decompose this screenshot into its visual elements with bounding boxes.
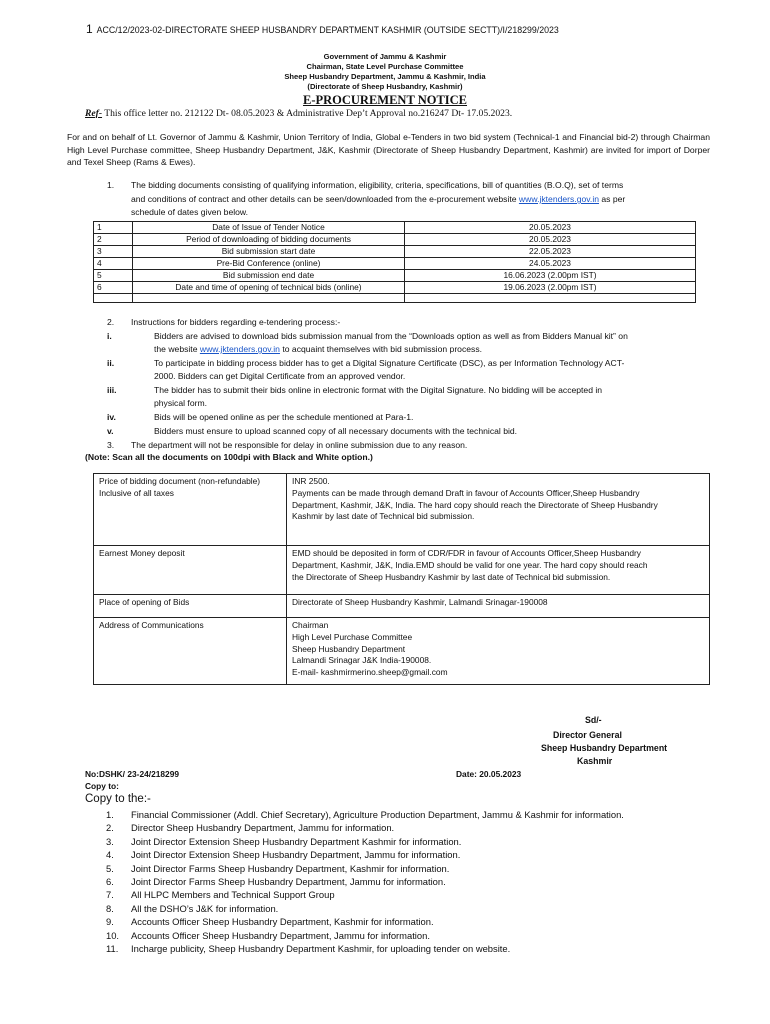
header-government: Government of Jammu & Kashmir: [323, 52, 447, 61]
instruction-ii-line1: To participate in bidding process bidder has to get a Digital Signature Certificate (DSC), as per Information Technology ACT-: [154, 358, 625, 368]
list-item: [85, 835, 690, 848]
reference-label: Ref-: [85, 108, 103, 119]
instruction-i-line2-end: to acquaint themselves with bid submission process.: [279, 344, 483, 354]
file-reference: [86, 22, 559, 36]
emd-value-line2: Department, Kashmir, J&K, India.EMD should be valid for one year. The hard copy should reach: [292, 559, 648, 570]
list-item-number: 9.: [106, 916, 114, 928]
instruction-iv-text: Bids will be opened online as per the schedule mentioned at Para-1.: [154, 412, 414, 422]
table-row: [94, 595, 710, 618]
price-value-line1: INR 2500.: [292, 476, 330, 486]
list-item: [85, 821, 690, 834]
table-cell: [287, 474, 710, 546]
list-item-text: All HLPC Members and Technical Support Group: [131, 889, 335, 901]
copy-to-label: Copy to:: [85, 781, 119, 791]
price-label-line1: Price of bidding document (non-refundable): [99, 476, 261, 486]
reference-text: This office letter no. 212122 Dt- 08.05.2023 & Administrative Dep’t Approval no.216247 Dt- 17.05.2023.: [102, 108, 513, 119]
price-value-line2: Payments can be made through demand Draft in favour of Accounts Officer,Sheep Husbandry: [292, 487, 640, 498]
list-item-text: Joint Director Extension Sheep Husbandry Department Kashmir for information.: [131, 835, 462, 847]
list-item-number: 5.: [106, 862, 114, 874]
schedule-sno: 5: [94, 270, 133, 282]
instruction-i-number: i.: [107, 331, 112, 341]
list-item-number: 4.: [106, 849, 114, 861]
schedule-sno: 4: [94, 258, 133, 270]
schedule-sno: 1: [94, 222, 133, 234]
list-item-number: 3.: [106, 835, 114, 847]
list-item: [85, 888, 690, 901]
instruction-i-line2-text: the website: [154, 344, 200, 354]
table-cell: [94, 595, 287, 618]
signature-department: Sheep Husbandry Department: [541, 743, 668, 753]
list-item-text: Joint Director Farms Sheep Husbandry Department, Kashmir for information.: [131, 862, 450, 874]
schedule-date: 19.06.2023 (2.00pm IST): [405, 282, 696, 294]
table-row: [94, 258, 696, 270]
address-line4: Lalmandi Srinagar J&K India-190008.: [292, 655, 432, 666]
emd-label: Earnest Money deposit: [99, 548, 185, 558]
signature-designation: Director General: [553, 730, 622, 740]
price-value-line3: Department, Kashmir, J&K, India. The hard copy should reach the Directorate of Sheep Husbandry: [292, 499, 658, 510]
point1-line3: schedule of dates given below.: [131, 207, 249, 217]
list-item-text: Accounts Officer Sheep Husbandry Department, Jammu for information.: [131, 929, 430, 941]
instruction-ii-line2: 2000. Bidders can get Digital Certificate from an approved vendor.: [154, 371, 406, 381]
address-label: Address of Communications: [99, 620, 204, 630]
list-item-number: 1.: [106, 809, 114, 820]
table-cell: [94, 474, 287, 546]
schedule-date: 24.05.2023: [405, 258, 696, 270]
order-date: Date: 20.05.2023: [456, 769, 522, 779]
table-cell: [287, 595, 710, 618]
schedule-date: 20.05.2023: [405, 222, 696, 234]
schedule-event: Date and time of opening of technical bids (online): [133, 282, 405, 294]
header-chairman: Chairman, State Level Purchase Committee: [306, 62, 464, 71]
list-item: [85, 915, 690, 928]
list-item-number: 10.: [106, 929, 120, 941]
list-item-text: Director Sheep Husbandry Department, Jammu for information.: [131, 822, 395, 834]
table-row: [94, 246, 696, 258]
price-label-line2: Inclusive of all taxes: [99, 487, 174, 498]
schedule-event: Period of downloading of bidding documents: [133, 234, 405, 246]
point1-line1: The bidding documents consisting of qualifying information, eligibility, criteria, specifications, bill of quantities (B.O.Q), set of terms: [131, 180, 624, 190]
copy-list: [85, 808, 690, 955]
point3-number: 3.: [107, 440, 115, 450]
table-row: [94, 618, 710, 685]
table-cell: [94, 546, 287, 595]
header-department: Sheep Husbandry Department, Jammu & Kashmir, India: [284, 72, 486, 81]
table-row: [94, 546, 710, 595]
instruction-iii-line2: physical form.: [154, 398, 208, 408]
list-item: [85, 875, 690, 888]
schedule-date: 20.05.2023: [405, 234, 696, 246]
reference-line: [85, 108, 512, 119]
list-item-text: Incharge publicity, Sheep Husbandry Department Kashmir, for uploading tender on website.: [131, 943, 511, 955]
file-reference-text: ACC/12/2023-02-DIRECTORATE SHEEP HUSBANDRY DEPARTMENT KASHMIR (OUTSIDE SECTT)/I/218299/2023: [96, 25, 559, 35]
signature-sd: Sd/-: [585, 715, 602, 725]
table-row: [94, 282, 696, 294]
list-item-text: Joint Director Extension Sheep Husbandry Department, Jammu for information.: [131, 849, 461, 861]
point1-line2-text: and conditions of contract and other details can be seen/downloaded from the e-procurement website: [131, 194, 519, 204]
list-item: [85, 902, 690, 915]
list-item-text: All the DSHO’s J&K for information.: [131, 902, 279, 914]
point1-line2: [131, 194, 625, 204]
schedule-date: 22.05.2023: [405, 246, 696, 258]
instruction-v-text: Bidders must ensure to upload scanned copy of all necessary documents with the technical bid.: [154, 426, 518, 436]
instruction-i-line2: [154, 344, 482, 354]
instruction-iii-line1: The bidder has to submit their bids online in electronic format with the Digital Signature. No bidding will be accepted in: [154, 385, 603, 395]
table-row: [94, 222, 696, 234]
schedule-date: 16.06.2023 (2.00pm IST): [405, 270, 696, 282]
header-directorate: (Directorate of Sheep Husbandry, Kashmir): [307, 82, 463, 91]
table-row: [94, 474, 710, 546]
table-cell: [287, 618, 710, 685]
list-item-number: 8.: [106, 902, 114, 914]
page-number: 1: [86, 22, 93, 36]
list-item-number: 6.: [106, 876, 114, 888]
instruction-iii-number: iii.: [107, 385, 117, 395]
emd-value-line3: the Directorate of Sheep Husbandry Kashmir by last date of Technical bid submission.: [292, 571, 611, 582]
instruction-ii-number: ii.: [107, 358, 115, 368]
list-item-number: 11.: [106, 943, 119, 955]
schedule-sno: 2: [94, 234, 133, 246]
address-line1: Chairman: [292, 620, 329, 630]
list-item: [85, 848, 690, 861]
schedule-event: Pre-Bid Conference (online): [133, 258, 405, 270]
place-label: Place of opening of Bids: [99, 597, 190, 607]
order-number: No:DSHK/ 23-24/218299: [85, 769, 180, 779]
schedule-table: [93, 221, 696, 303]
list-item-text: Joint Director Farms Sheep Husbandry Department, Jammu for information.: [131, 876, 446, 888]
list-item-text: Accounts Officer Sheep Husbandry Department, Kashmir for information.: [131, 916, 434, 928]
point1-number: 1.: [107, 180, 115, 190]
copy-to-heading: Copy to the:-: [85, 793, 151, 805]
point3-text: The department will not be responsible for delay in online submission due to any reason.: [131, 440, 468, 450]
list-item: [85, 808, 690, 821]
scan-note: (Note: Scan all the documents on 100dpi with Black and White option.): [85, 452, 373, 462]
price-value-line4: Kashmir by last date of Technical bid submission.: [292, 511, 475, 522]
point2-text: Instructions for bidders regarding e-tendering process:-: [131, 317, 341, 327]
point2-number: 2.: [107, 317, 115, 327]
table-cell: [405, 294, 696, 303]
point1-line2-end: as per: [599, 194, 626, 204]
instruction-v-number: v.: [107, 426, 114, 436]
list-item: [85, 862, 690, 875]
place-value: Directorate of Sheep Husbandry Kashmir, Lalmandi Srinagar-190008: [292, 597, 548, 607]
list-item-number: 7.: [106, 889, 114, 901]
list-item: [85, 929, 690, 942]
address-email: E-mail- kashmirmerino.sheep@gmail.com: [292, 667, 448, 678]
table-cell: [94, 294, 133, 303]
schedule-event: Date of Issue of Tender Notice: [133, 222, 405, 234]
table-row: [94, 234, 696, 246]
list-item-number: 2.: [106, 822, 114, 834]
schedule-event: Bid submission end date: [133, 270, 405, 282]
jktenders-link[interactable]: www.jktenders.gov.in: [518, 194, 600, 204]
table-cell: [133, 294, 405, 303]
emd-value-line1: EMD should be deposited in form of CDR/FDR in favour of Accounts Officer,Sheep Husbandry: [292, 548, 641, 558]
intro-paragraph: For and on behalf of Lt. Governor of Jammu & Kashmir, Union Territory of India, Global e-Tenders in two bid system (Technical-1 and Financial bid-2) through Chairman High Level Purchase committee, Sheep Husbandry Department, J&K, Kashmir (Directorate of Sheep Husbandry Department, Kashmir) are invited for import of Dorper and Texel Sheep (Rams & Ewes).: [67, 132, 710, 167]
signature-place: Kashmir: [577, 756, 613, 766]
instruction-i-line1: Bidders are advised to download bids submission manual from the “Downloads option as well as from Bidders Manual kit” on: [154, 331, 628, 341]
list-item-text: Financial Commissioner (Addl. Chief Secretary), Agriculture Production Department, Jammu & Kashmir for information.: [131, 809, 624, 820]
table-row-empty: [94, 294, 696, 303]
schedule-sno: 6: [94, 282, 133, 294]
address-line2: High Level Purchase Committee: [292, 631, 413, 642]
jktenders-link-2[interactable]: www.jktenders.gov.in: [199, 344, 280, 354]
address-line3: Sheep Husbandry Department: [292, 643, 406, 654]
instruction-iv-number: iv.: [107, 412, 116, 422]
schedule-sno: 3: [94, 246, 133, 258]
table-row: [94, 270, 696, 282]
table-cell: [287, 546, 710, 595]
table-cell: [94, 618, 287, 685]
bid-details-table: [93, 473, 710, 685]
schedule-event: Bid submission start date: [133, 246, 405, 258]
list-item: [85, 942, 690, 955]
notice-title: E-PROCUREMENT NOTICE: [302, 93, 468, 107]
